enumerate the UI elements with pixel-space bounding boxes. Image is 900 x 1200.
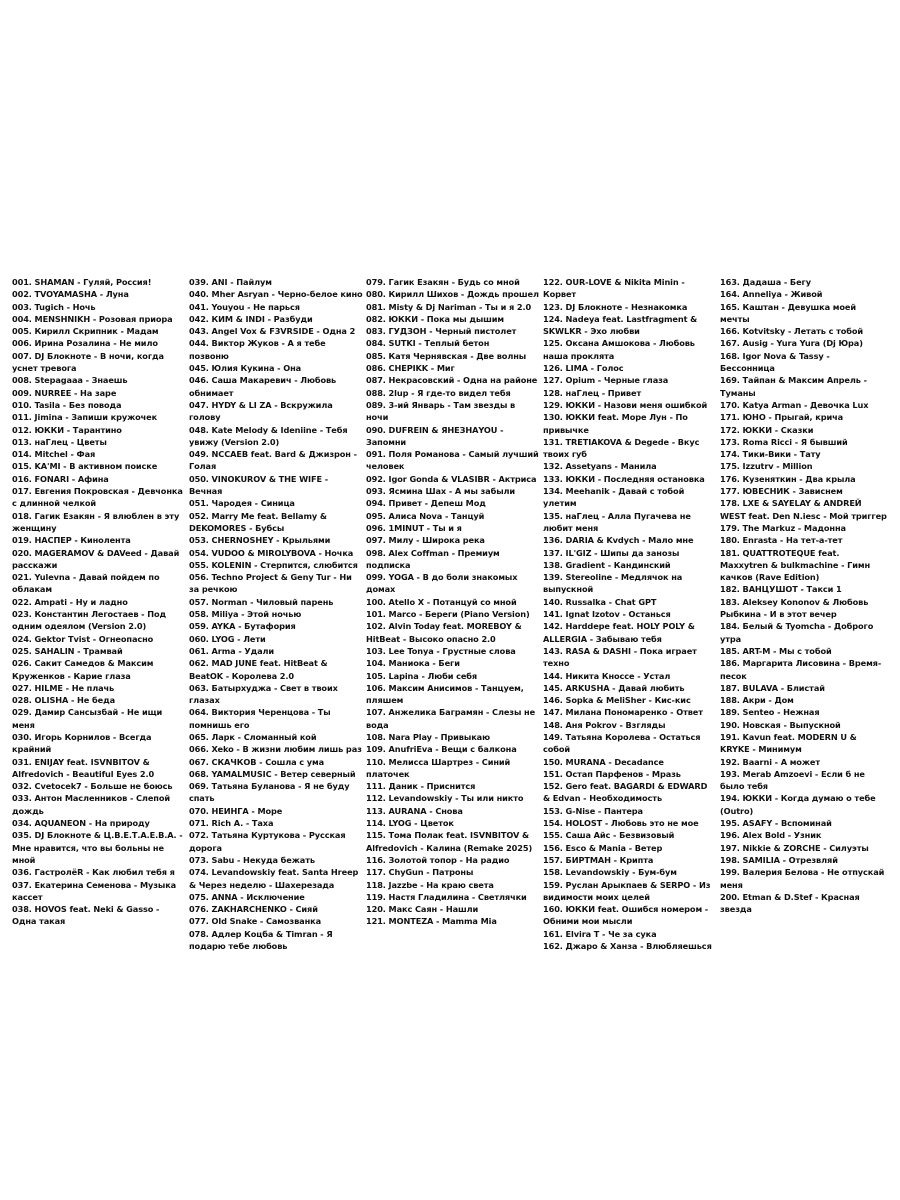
track-entry: 048. Kate Melody & Ideniine - Тебя увижу (Version 2.0) bbox=[189, 424, 348, 447]
track-entry: 010. Tasila - Без повода bbox=[12, 399, 122, 410]
track-entry: 120. Макс Саян - Нашли bbox=[366, 904, 479, 915]
track-entry: 057. Norman - Чиловый парень bbox=[189, 596, 334, 607]
track-entry: 054. VUDOO & MIROLYBOVA - Ночка bbox=[189, 547, 354, 558]
track-entry: 137. IL'GIZ - Шипы да занозы bbox=[543, 547, 680, 558]
track-entry: 102. Alvin Today feat. MOREBOY & HitBeat - Высоко опасно 2.0 bbox=[366, 621, 522, 644]
track-entry: 178. LXE & SAYELAY & ANDREЙ WEST feat. Den N.iesc - Мой триггер bbox=[720, 498, 887, 521]
track-entry: 122. OUR-LOVE & Nikita Minin - Корвет bbox=[543, 277, 685, 300]
track-entry: 039. ANI - Пайлум bbox=[189, 277, 272, 287]
track-entry: 116. Золотой топор - На радио bbox=[366, 854, 510, 865]
track-entry: 199. Валерия Белова - Не отпускай меня bbox=[720, 867, 885, 890]
track-entry: 070. НЕИНГА - Море bbox=[189, 805, 283, 816]
track-entry: 066. Xeko - В жизни любим лишь раз bbox=[189, 744, 362, 755]
track-entry: 084. SUTKI - Теплый бетон bbox=[366, 338, 490, 349]
track-entry: 172. ЮККИ - Сказки bbox=[720, 424, 814, 435]
track-entry: 148. Аня Pokrov - Взгляды bbox=[543, 719, 666, 730]
track-entry: 095. Алиса Nova - Танцуй bbox=[366, 510, 485, 521]
track-entry: 032. Cvetocek7 - Больше не боюсь bbox=[12, 781, 173, 792]
track-entry: 076. ZAKHARCHENKO - Сияй bbox=[189, 904, 318, 915]
track-entry: 022. Ampati - Ну и ладно bbox=[12, 596, 128, 607]
track-entry: 190. Новская - Выпускной bbox=[720, 719, 841, 730]
track-entry: 020. MAGERAMOV & DAVeed - Давай расскажи bbox=[12, 547, 180, 570]
track-entry: 092. Igor Gonda & VLASIBR - Актриса bbox=[366, 473, 537, 484]
track-entry: 200. Etman & D.Stef - Красная звезда bbox=[720, 891, 860, 915]
track-entry: 072. Татьяна Куртукова - Русская дорога bbox=[189, 830, 346, 853]
tracklist bbox=[12, 276, 896, 952]
track-entry: 184. Белый & Tyomcha - Доброго утра bbox=[720, 621, 874, 644]
track-entry: 165. Каштан - Девушка моей мечты bbox=[720, 301, 856, 324]
track-entry: 083. ГУДЗОН - Черный пистолет bbox=[366, 326, 517, 337]
track-entry: 175. Izzutrv - Million bbox=[720, 461, 813, 472]
track-entry: 156. Esco & Mania - Ветер bbox=[543, 842, 663, 853]
track-entry: 024. Gektor Tvist - Огнеопасно bbox=[12, 633, 154, 644]
track-entry: 029. Дамир Сансызбай - Не ищи меня bbox=[12, 707, 163, 730]
track-entry: 028. OLISHA - Не беда bbox=[12, 695, 116, 706]
track-entry: 087. Некрасовский - Одна на районе bbox=[366, 375, 538, 386]
track-entry: 181. QUATTROTEQUE feat. Maxxytren & bulkmachine - Гимн качков (Rave Edition) bbox=[720, 547, 871, 583]
track-entry: 155. Саша Айс - Безвизовый bbox=[543, 830, 675, 841]
track-entry: 140. Russalka - Chat GPT bbox=[543, 596, 657, 607]
track-entry: 044. Виктор Жуков - А я тебе позвоню bbox=[189, 338, 326, 361]
track-entry: 007. DJ Блокнотe - В ночи, когда уснет тревога bbox=[12, 350, 164, 374]
track-entry: 104. Маниока - Беги bbox=[366, 658, 460, 669]
track-entry: 071. Rich A. - Таха bbox=[189, 818, 274, 829]
track-entry: 073. Sabu - Некуда бежать bbox=[189, 854, 315, 865]
track-entry: 118. Jazzbe - На краю света bbox=[366, 879, 494, 890]
track-entry: 119. Настя Гладилина - Светлячки bbox=[366, 891, 527, 902]
track-entry: 186. Маргарита Лисовина - Время-песок bbox=[720, 658, 882, 681]
track-entry: 136. DARIA & Kvdych - Мало мне bbox=[543, 535, 694, 546]
track-entry: 003. Tugich - Ночь bbox=[12, 301, 96, 312]
track-entry: 069. Татьяна Буланова - Я не буду спать bbox=[189, 781, 350, 804]
tracklist-column-4 bbox=[543, 276, 720, 952]
track-entry: 108. Nara Play - Привыкаю bbox=[366, 731, 490, 742]
track-entry: 045. Юлия Кукина - Она bbox=[189, 363, 302, 374]
track-entry: 042. КИМ & INDI - Разбуди bbox=[189, 313, 313, 324]
track-entry: 106. Максим Анисимов - Танцуем, пляшем bbox=[366, 682, 524, 706]
track-entry: 134. Meehanik - Давай с тобой улетим bbox=[543, 486, 685, 509]
track-entry: 150. MURANA - Decadance bbox=[543, 756, 664, 767]
track-entry: 081. Misty & Dj Nariman - Ты и я 2.0 bbox=[366, 301, 532, 312]
track-entry: 162. Джаро & Ханза - Влюбляешься bbox=[543, 941, 712, 952]
track-entry: 107. Анжелика Баграмян - Слезы не вода bbox=[366, 707, 536, 730]
track-entry: 109. AnufriEva - Вещи с балкона bbox=[366, 744, 517, 755]
track-entry: 179. The Markuz - Мадонна bbox=[720, 522, 846, 533]
track-entry: 014. Mitchel - Фая bbox=[12, 449, 96, 460]
track-entry: 101. Marco - Береги (Piano Version) bbox=[366, 609, 530, 620]
track-entry: 129. ЮККИ - Назови меня ошибкой bbox=[543, 399, 708, 410]
track-entry: 015. KA'MI - В активном поиске bbox=[12, 461, 158, 472]
track-entry: 138. Gradient - Кандинский bbox=[543, 559, 671, 570]
track-entry: 157. БИРТМАН - Крипта bbox=[543, 854, 654, 865]
track-entry: 112. Levandowskiy - Ты или никто bbox=[366, 793, 524, 804]
track-entry: 198. SAMILIA - Отрезвляй bbox=[720, 854, 838, 865]
track-entry: 159. Руслан Арыкпаев & SERPO - Из видимости моих целей bbox=[543, 879, 711, 902]
track-entry: 060. LYOG - Лети bbox=[189, 633, 266, 644]
track-entry: 103. Lee Tonya - Грустные слова bbox=[366, 645, 516, 656]
track-entry: 196. Alex Bold - Узник bbox=[720, 830, 822, 841]
track-entry: 017. Евгения Покровская - Девчонка с длинной челкой bbox=[12, 486, 183, 509]
track-entry: 002. TVOYAMASHA - Луна bbox=[12, 289, 129, 300]
track-entry: 053. CHERNOSHEY - Крыльями bbox=[189, 535, 331, 546]
track-entry: 016. FONARI - Афина bbox=[12, 473, 109, 484]
track-entry: 034. AQUANEON - На природу bbox=[12, 818, 150, 829]
track-entry: 074. Levandowskiy feat. Santa Hreep & Через неделю - Шахерезада bbox=[189, 867, 359, 890]
track-entry: 011. Jimina - Запиши кружочек bbox=[12, 412, 158, 423]
track-entry: 164. Anneliya - Живой bbox=[720, 289, 823, 300]
track-entry: 041. Youyou - Не парься bbox=[189, 301, 300, 312]
track-entry: 030. Игорь Корнилов - Всегда крайний bbox=[12, 731, 152, 755]
track-entry: 025. SAHALIN - Трамвай bbox=[12, 645, 123, 656]
track-entry: 173. Roma Ricci - Я бывший bbox=[720, 436, 848, 447]
track-entry: 061. Arma - Удали bbox=[189, 645, 275, 656]
track-entry: 023. Константин Легостаев - Под одним одеялом (Version 2.0) bbox=[12, 609, 166, 632]
track-entry: 026. Сакит Самедов & Максим Круженков - Карие глаза bbox=[12, 658, 154, 681]
tracklist-column-3 bbox=[366, 276, 543, 928]
track-entry: 090. DUFREIN & ЯНЕЗНАYOU - Запомни bbox=[366, 424, 504, 447]
tracklist-column-5 bbox=[720, 276, 890, 915]
track-entry: 153. G-Nise - Пантера bbox=[543, 805, 643, 816]
track-entry: 143. RASA & DASHI - Пока играет техно bbox=[543, 645, 697, 669]
track-entry: 047. HYDY & LI ZA - Вскружила голову bbox=[189, 399, 333, 423]
track-entry: 055. KOLENIN - Стерпится, слюбится bbox=[189, 559, 358, 570]
track-entry: 096. 1MINUT - Ты и я bbox=[366, 522, 462, 533]
track-entry: 075. ANNA - Исключение bbox=[189, 891, 305, 902]
track-entry: 149. Татьяна Королева - Остаться собой bbox=[543, 731, 701, 755]
track-entry: 158. Levandowskiy - Бум-бум bbox=[543, 867, 677, 878]
track-entry: 169. Тайпан & Максим Апрель - Туманы bbox=[720, 375, 867, 398]
track-entry: 062. MAD JUNE feat. HitBeat & BeatOK - Королева 2.0 bbox=[189, 658, 328, 681]
track-entry: 086. CHEPIKK - Миг bbox=[366, 363, 455, 374]
track-entry: 065. Ларк - Сломанный кой bbox=[189, 731, 317, 742]
track-entry: 063. Батырхуджа - Свет в твоих глазах bbox=[189, 682, 338, 706]
track-entry: 027. HILME - Не плачь bbox=[12, 682, 115, 693]
track-entry: 018. Гагик Езакян - Я влюблен в эту женщину bbox=[12, 510, 180, 533]
track-entry: 193. Merab Amzoevi - Если б не было тебя bbox=[720, 768, 865, 792]
track-entry: 091. Поля Романова - Самый лучший человек bbox=[366, 449, 539, 472]
track-entry: 031. ENIJAY feat. ISVNBITOV & Alfredovich - Beautiful Eyes 2.0 bbox=[12, 756, 155, 779]
track-entry: 078. Адлер Коцба & Timran - Я подарю тебе любовь bbox=[189, 928, 333, 952]
track-entry: 058. Miliya - Этой ночью bbox=[189, 609, 302, 620]
track-entry: 050. VINOKUROV & THE WIFE - Вечная bbox=[189, 473, 329, 497]
track-entry: 183. Aleksey Kononov & Любовь Рыбкина - И в этот вечер bbox=[720, 596, 869, 620]
track-entry: 033. Антон Масленников - Слепой дождь bbox=[12, 793, 170, 816]
track-entry: 068. YAMALMUSIC - Ветер северный bbox=[189, 768, 356, 779]
track-entry: 195. ASAFY - Вспоминай bbox=[720, 818, 832, 829]
track-entry: 142. Harddepe feat. HOLY POLY & ALLERGIA - Забываю тебя bbox=[543, 621, 695, 644]
track-entry: 046. Саша Макаревич - Любовь обнимает bbox=[189, 375, 337, 398]
track-entry: 079. Гагик Езакян - Будь со мной bbox=[366, 277, 520, 287]
track-entry: 110. Мелисса Шартрез - Синий платочек bbox=[366, 756, 511, 779]
track-entry: 059. AYKA - Бутафория bbox=[189, 621, 296, 632]
track-entry: 012. ЮККИ - Тарантино bbox=[12, 424, 122, 435]
track-entry: 135. наГлец - Алла Пугачева не любит меня bbox=[543, 510, 691, 533]
track-entry: 040. Mher Asryan - Черно-белое кино bbox=[189, 289, 363, 300]
track-entry: 185. ART-M - Мы с тобой bbox=[720, 645, 832, 656]
track-entry: 171. ЮНО - Прыгай, крича bbox=[720, 412, 844, 423]
track-entry: 035. DJ Блокнотe & Ц.В.Е.Т.А.Е.В.А. - Мне нравится, что вы больны не мной bbox=[12, 830, 183, 865]
track-entry: 001. SHAMAN - Гуляй, Россия! bbox=[12, 277, 152, 287]
track-entry: 113. AURANA - Снова bbox=[366, 805, 463, 816]
tracklist-column-1 bbox=[12, 276, 189, 928]
track-entry: 144. Никита Кноссе - Устал bbox=[543, 670, 671, 681]
track-entry: 089. 3-ий Январь - Там звезды в ночи bbox=[366, 399, 516, 423]
track-entry: 161. Elvira T - Че за сука bbox=[543, 928, 657, 939]
track-entry: 037. Екатерина Семенова - Музыка кассет bbox=[12, 879, 177, 902]
track-entry: 115. Тома Полак feat. ISVNBITOV & Alfredovich - Калина (Remake 2025) bbox=[366, 830, 533, 853]
track-entry: 177. ЮВЕСНИК - Зависнем bbox=[720, 486, 843, 497]
track-entry: 188. Акри - Дом bbox=[720, 695, 794, 706]
track-entry: 170. Katya Arman - Девочка Lux bbox=[720, 399, 869, 410]
track-entry: 152. Gero feat. BAGARDI & EDWARD & Edvan - Необходимость bbox=[543, 781, 708, 804]
track-entry: 056. Techno Project & Geny Tur - Ни за речкою bbox=[189, 572, 352, 595]
track-entry: 085. Катя Чернявская - Две волны bbox=[366, 350, 527, 361]
track-entry: 114. LYOG - Цветок bbox=[366, 818, 454, 829]
track-entry: 080. Кирилл Шихов - Дождь прошел bbox=[366, 289, 539, 300]
track-entry: 194. ЮККИ - Когда думаю о тебе (Outro) bbox=[720, 793, 876, 816]
track-entry: 132. Assetyans - Манила bbox=[543, 461, 657, 472]
track-entry: 160. ЮККИ feat. Ошибся номером - Обними мои мысли bbox=[543, 904, 709, 927]
track-entry: 163. Дадаша - Бегу bbox=[720, 277, 811, 287]
track-entry: 049. NCCAEB feat. Bard & Джизрон - Голая bbox=[189, 449, 357, 472]
track-entry: 145. ARKUSHA - Давай любить bbox=[543, 682, 685, 693]
track-entry: 088. 2lup - Я где-то видел тебя bbox=[366, 387, 511, 398]
track-entry: 130. ЮККИ feat. Море Лун - По привычке bbox=[543, 412, 688, 435]
track-entry: 009. NURREE - На заре bbox=[12, 387, 117, 398]
track-entry: 182. ВАНЦУШОТ - Такси 1 bbox=[720, 584, 842, 595]
track-entry: 151. Остап Парфенов - Мразь bbox=[543, 768, 681, 779]
track-entry: 197. Nikkie & ZORCHE - Силуэты bbox=[720, 842, 869, 853]
track-entry: 105. Lapina - Люби себя bbox=[366, 670, 478, 681]
track-entry: 174. Тики-Вики - Тату bbox=[720, 449, 821, 460]
track-entry: 139. Stereoline - Медлячок на выпускной bbox=[543, 572, 683, 595]
track-entry: 082. ЮККИ - Пока мы дышим bbox=[366, 313, 504, 324]
track-entry: 004. MENSHNIKH - Розовая приора bbox=[12, 313, 173, 324]
track-entry: 019. НАСПЕР - Кинолента bbox=[12, 535, 131, 546]
track-entry: 064. Виктория Черенцова - Ты помнишь его bbox=[189, 707, 331, 730]
track-entry: 013. наГлец - Цветы bbox=[12, 436, 107, 447]
track-entry: 121. MONTEZA - Mamma Mia bbox=[366, 916, 497, 927]
track-entry: 021. Yulevna - Давай пойдем по облакам bbox=[12, 572, 160, 595]
track-entry: 191. Kavun feat. MODERN U & KRYKE - Минимум bbox=[720, 731, 857, 755]
track-entry: 094. Привет - Депеш Мод bbox=[366, 498, 486, 509]
track-entry: 131. TRETIAKOVA & Degede - Вкус твоих губ bbox=[543, 436, 700, 460]
track-entry: 187. BULAVA - Блистай bbox=[720, 682, 825, 693]
track-entry: 123. DJ Блокнотe - Незнакомка bbox=[543, 301, 688, 312]
track-entry: 036. ГастролёR - Как любил тебя я bbox=[12, 867, 175, 878]
track-entry: 099. YOGA - В до боли знакомых домах bbox=[366, 572, 518, 595]
track-entry: 051. Чародея - Синица bbox=[189, 498, 295, 509]
track-entry: 077. Old Snake - Самозванка bbox=[189, 916, 322, 927]
track-entry: 097. Милу - Широка река bbox=[366, 535, 485, 546]
track-entry: 117. ChyGun - Патроны bbox=[366, 867, 474, 878]
track-entry: 176. Кузеняткин - Два крыла bbox=[720, 473, 856, 484]
track-entry: 043. Angel Vox & F3VRSIDE - Одна 2 bbox=[189, 326, 356, 337]
track-entry: 180. Enrasta - На тет-а-тет bbox=[720, 535, 843, 546]
track-entry: 093. Ясмина Шах - А мы забыли bbox=[366, 486, 516, 497]
track-entry: 005. Кирилл Скрипник - Мадам bbox=[12, 326, 159, 337]
track-entry: 111. Даник - Приснится bbox=[366, 781, 476, 792]
track-entry: 100. Atello X - Потанцуй со мной bbox=[366, 596, 517, 607]
track-entry: 168. Igor Nova & Tassy - Бессонница bbox=[720, 350, 830, 374]
track-entry: 141. Ignat Izotov - Останься bbox=[543, 609, 671, 620]
track-entry: 098. Alex Coffman - Премиум подписка bbox=[366, 547, 500, 570]
track-entry: 127. Opium - Черные глаза bbox=[543, 375, 669, 386]
track-entry: 146. Sopka & MeliSher - Кис-кис bbox=[543, 695, 691, 706]
track-entry: 038. HOVOS feat. Neki & Gasso - Одна такая bbox=[12, 904, 160, 927]
track-entry: 124. Nadeya feat. Lastfragment & SKWLKR - Эхо любви bbox=[543, 313, 698, 337]
track-entry: 008. Stepagaaa - Знаешь bbox=[12, 375, 128, 386]
track-entry: 147. Милана Пономаренко - Ответ bbox=[543, 707, 703, 718]
track-entry: 006. Ирина Розалина - Не мило bbox=[12, 338, 158, 349]
track-entry: 167. Ausig - Yura Yura (Dj Юра) bbox=[720, 338, 863, 349]
track-entry: 052. Marry Me feat. Bellamy & DEKOMORES - Бубсы bbox=[189, 510, 327, 533]
tracklist-column-2 bbox=[189, 276, 366, 952]
track-entry: 192. Baarni - А может bbox=[720, 756, 820, 767]
track-entry: 189. Senteo - Нежная bbox=[720, 707, 820, 718]
track-entry: 125. Оксана Амшокова - Любовь наша проклята bbox=[543, 338, 695, 361]
track-entry: 154. HOLOST - Любовь это не мое bbox=[543, 818, 699, 829]
track-entry: 126. LIMA - Голос bbox=[543, 363, 624, 374]
track-entry: 133. ЮККИ - Последняя остановка bbox=[543, 473, 705, 484]
track-entry: 067. СКАЧКОВ - Сошла с ума bbox=[189, 756, 325, 767]
track-entry: 166. Kotvitsky - Летать с тобой bbox=[720, 326, 864, 337]
track-entry: 128. наГлец - Привет bbox=[543, 387, 642, 398]
